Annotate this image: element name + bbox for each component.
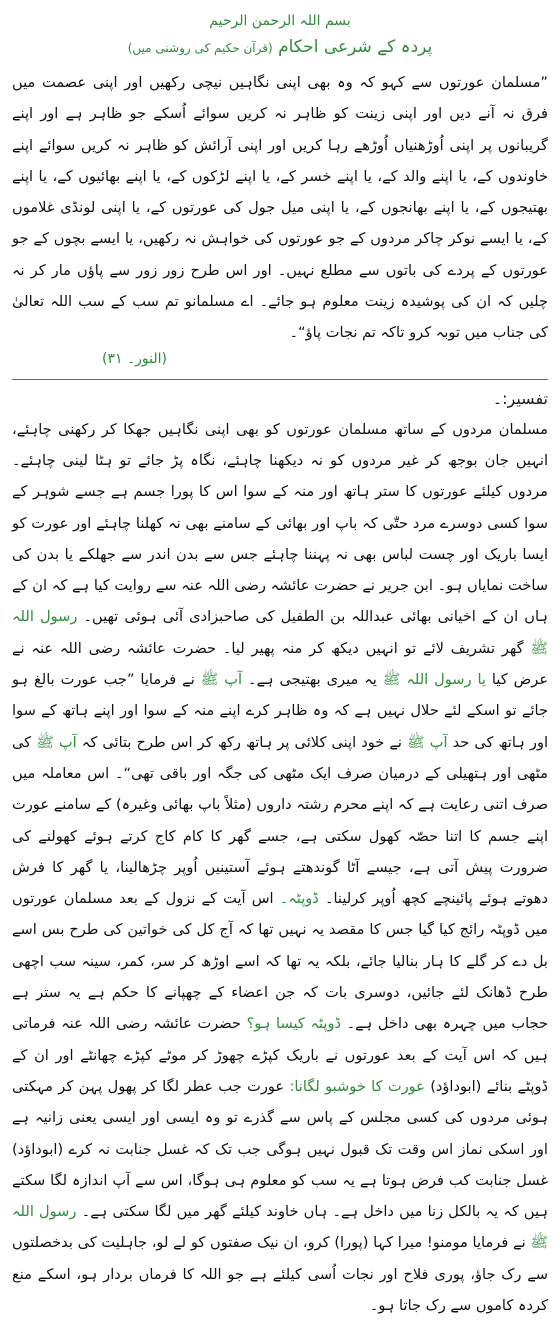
bismillah: بسم اللہ الرحمن الرحیم [209,13,351,29]
tafseer-text-5: نے خود اپنی کلائی پر ہاتھ رکھ کر اس طرح بتائی کہ [81,733,402,751]
tafseer-text-8: حضرت عائشہ رضی اللہ عنہ فرماتی ہیں کہ اس آیت کے بعد عورتوں نے باریک کپڑے چھوڑ کر موٹے کپڑے چھانٹے اور ان کے ڈوپٹے بنائے (ابوداؤد) [12,1015,549,1095]
highlight-aap-2: آپ ﷺ [407,733,448,751]
tafseer-text-7: اس آیت کے نزول کے بعد مسلمان عورتوں میں ڈوپٹہ رائج کیا گیا جس کا مقصد یہ نہیں تھا کہ آج کل کی خواتین کی طرح بس اسے بل دے کر گلے کا ہار بنالیا جائے، بلکہ یہ تھا کہ اسے اوڑھ کر سر، کمر، سینہ سب اچھی طرح ڈھانک لئے جائیں، دوسری بات کہ جن اعضاء کے چھپانے کا حکم ہے یہ ستر ہے حجاب میں چہرہ بھی داخل ہے۔ [12,890,549,1033]
section-divider [12,379,548,380]
highlight-rasool-2: رسول اللہ ﷺ [12,1203,548,1252]
subtitle-text: (قرآن حکیم کی روشنی میں) [127,41,273,55]
tafseer-text-3: یہ میری بھتیجی ہے۔ [247,671,377,689]
heading-dupatta: ڈوپٹہ۔ [279,890,319,908]
tafseer-text-9: عورت جب عطر لگا کر پھول پہن کر مہکتی ہوئی مردوں کی کسی مجلس کے پاس سے گذرے تو وہ ایسی اور ایسی یعنی زانیہ ہے اور اسکی نماز اس وقت تک قبول نہیں ہوگی جب تک کہ غسل جنابت نہ کرے (ابوداؤد) غسل جنابت کب فرض ہوتا ہے یہ سب کو معلوم ہی ہوگا، اس سے آپ اندازہ لگا سکتے ہیں کہ یہ بالکل زنا میں داخل ہے۔ ہاں خاوند کیلئے گھر میں لگا سکتی ہے۔ [12,1077,549,1221]
heading-khushbu: عورت کا خوشبو لگانا: [289,1077,425,1095]
verse-reference: (النور۔ ۳۱) [102,350,168,367]
tafseer-text-6: کی مٹھی اور ہتھیلی کے درمیان صرف ایک مٹھی کی جگہ اور باقی تھی“۔ اس معاملہ میں صرف اتنی رعایت ہے کہ اپنے محرم رشتہ داروں (مثلاً باپ بھائی وغیرہ) کے سامنے عورت اپنے جسم کا اتنا حصّہ کھول سکتی ہے، جسے گھر کا کام کاج کرتے ہوئے کھولنے کی ضرورت پیش آتی ہے، جیسے آٹا گوندھتے ہوئے آستینیں اُوپر چڑھالینا، یا گھر کا فرش دھوتے ہوئے پائینچے کچھ اُوپر کرلینا۔ [12,733,548,908]
tafseer-text-1: مسلمان مردوں کے ساتھ مسلمان عورتوں کو بھی اپنی نگاہیں جھکا کر رکھنی چاہئے، انہیں جان بوجھ کر غیر مردوں کو نہ دیکھنا چاہئے، نگاہ پڑ جائے تو ہٹا لینی چاہئے۔ مردوں کیلئے عورتوں کا ستر ہاتھ اور منہ کے سوا اس کا پورا جسم ہے جسے شوہر کے سوا کسی دوسرے مرد حتّٰی کہ باپ اور بھائی کے سامنے بھی نہ کھلنا چاہئے اور عورت کو ایسا باریک اور چست لباس بھی نہ پہننا چاہئے جس سے بدن اندر سے جھلکے یا بدن کی ساخت نمایاں ہو۔ ابن جریر نے حضرت عائشہ رضی اللہ عنہ سے روایت کیا ہے کہ ان کے ہاں ان کے اخیانی بھائی عبداللہ بن الطفیل کی صاحبزادی آئی ہوئی تھیں۔ [12,420,548,626]
highlight-ya-rasool: یا رسول اللہ ﷺ [382,671,486,689]
highlight-aap-3: آپ ﷺ [36,733,77,751]
tafseer-text-10: نے فرمایا مومنو! میرا کہا (پورا) کرو، ان نیک صفتوں کو لے لو، جاہلیت کی بدخصلتوں سے رک جاؤ، پوری فلاح اور نجات اُسی کیلئے ہے جو اللہ کا فرماں بردار ہو، اسکے منع کردہ کاموں سے رک جاتا ہو۔ [12,1234,548,1314]
highlight-aap-1: آپ ﷺ [200,671,243,689]
title-text: پردہ کے شرعی احکام [278,37,433,57]
tafseer-body [12,414,548,1321]
quran-verse: ”مسلمان عورتوں سے کہو کہ وہ بھی اپنی نگاہیں نیچی رکھیں اور اپنی عصمت میں فرق نہ آنے دیں اور اپنی زینت کو ظاہر نہ کریں سوائے اُسکے جو ظاہر ہے اور اپنے گریبانوں پر اپنی اُوڑھنیاں اُوڑھے رہا کریں اور اپنی آرائش کو ظاہر نہ کریں سوائے اپنے خاوندوں کے، یا اپنے والد کے، یا اپنے خسر کے، یا اپنے لڑکوں کے، یا اپنے بھائیوں کے، یا اپنے بھتیجوں کے، یا اپنے بھانجوں کے، یا اپنی میل جول کی عورتوں کے، یا اپنی لونڈی غلاموں کے، یا ایسے نوکر چاکر مردوں کے جو عورتوں کی خواہش نہ رکھیں، یا ایسے بچوں کے جو عورتوں کے پردے کی باتوں سے مطلع نہیں۔ اور اس طرح زور زور سے پاؤں مار کر نہ چلیں کہ ان کی پوشیدہ زینت معلوم ہو جائے۔ اے مسلمانو تم سب کے سب اللہ تعالیٰ کی جناب میں توبہ کرو تاکہ تم نجات پاؤ“۔ [12,74,548,342]
highlight-rasool-1: رسول اللہ ﷺ [12,608,548,657]
page-title [12,34,548,61]
tafseer-text-2: گھر تشریف لائے تو انہیں دیکھ کر منہ پھیر لیا۔ حضرت عائشہ رضی اللہ عنہ نے عرض کیا [12,639,549,689]
tafseer-label: تفسیر:۔ [492,388,548,408]
tafseer-text-4: نے فرمایا ”جب عورت بالغ ہو جائے تو اسکے لئے حلال نہیں ہے کہ وہ ظاہر کرے اپنے منہ کے سوا اور اپنے ہاتھ کے سوا اور ہاتھ کی حد [12,671,549,751]
heading-dupatta-kaisa: ڈوپٹہ کیسا ہو؟ [246,1015,341,1033]
